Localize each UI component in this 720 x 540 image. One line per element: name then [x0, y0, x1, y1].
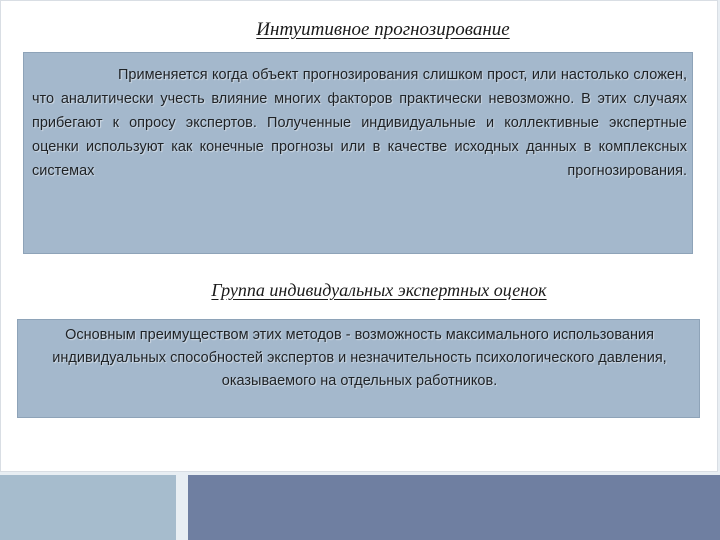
heading-intuitive-forecasting-text: Интуитивное прогнозирование	[256, 19, 510, 40]
footer-bar-left	[0, 475, 176, 540]
advantage-text: Основным преимуществом этих методов - возможность максимального использования индивидуальных способностей экспертов и незначительность психологического давления, оказываемого на отдельных работников.	[52, 327, 667, 389]
footer-bar-right	[188, 475, 720, 540]
description-text: Применяется когда объект прогнозирования слишком прост, или настолько сложен, что аналитически учесть влияние многих факторов практически невозможно. В этих случаях прибегают к опросу экспертов. Полученные индивидуальные и коллективные экспертные оценки используют как конечные прогнозы или в качестве исходных данных в комплексных системах прогнозирования.	[32, 67, 687, 179]
heading-intuitive-forecasting	[1, 19, 720, 41]
heading-individual-expert-group-text: Группа индивидуальных экспертных оценок	[211, 280, 547, 300]
heading-individual-expert-group	[1, 280, 720, 301]
advantage-box	[17, 319, 700, 418]
description-box	[23, 52, 693, 254]
